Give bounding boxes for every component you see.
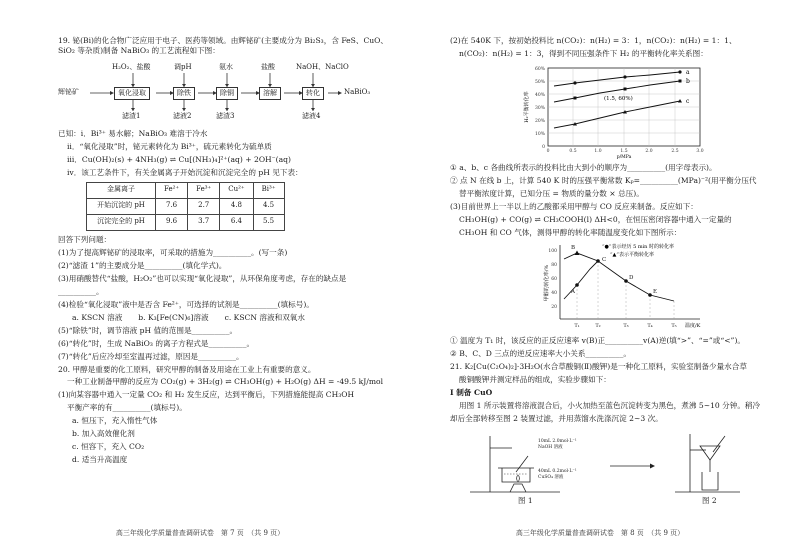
known-ii: ⅱ．“氧化浸取”时，铋元素转化为 Bi³⁺，硫元素转化为硫单质 xyxy=(67,142,272,152)
flow-step-dissolve: 溶解 xyxy=(259,87,281,100)
q20-1a: (1)向某容器中通入一定量 CO₂ 和 H₂ 发生反应，达到平衡后，下列措施能提高 CH₃OH xyxy=(58,390,355,400)
fig1-cuso4-conc: 40mL 0.2mol·L⁻¹ xyxy=(538,469,577,475)
graph1-xtick: 0.5 xyxy=(569,148,577,154)
q21b: 酸铜酸钾并测定样品的组成，实验步骤如下： xyxy=(459,374,611,384)
flow-start: 辉铋矿 xyxy=(58,88,79,97)
flow-step-remove-iron: 除铁 xyxy=(173,87,195,100)
q20-opt-b: b. 加入高效催化剂 xyxy=(72,429,135,439)
flow-reagent-4: 盐酸 xyxy=(261,63,275,72)
graph1-svg xyxy=(450,62,785,160)
table-cell: 3.7 xyxy=(188,214,220,230)
graph2-point-C xyxy=(596,259,600,263)
graph1-ytick: 0 xyxy=(542,144,545,150)
graph1-ytick: 50% xyxy=(534,79,545,85)
table-row xyxy=(87,214,285,230)
flow-step-convert: 转化 xyxy=(302,87,324,100)
left-column xyxy=(58,36,388,468)
graph1-xtick: 1.0 xyxy=(594,148,602,154)
table-cell: 4.5 xyxy=(253,198,284,214)
graph1-ytick: 60% xyxy=(534,66,545,72)
graph1-label-c: c xyxy=(686,97,690,105)
q20-2-2a: ② 点 N 在线 b 上，计算 540 K 时的压强平衡常数 Kₚ=__________(MPa)⁻²(用平衡分压代 xyxy=(450,175,757,185)
graph1-xlabel: p/MPa xyxy=(616,154,632,160)
graph2-xtick: T₄ xyxy=(647,322,653,329)
fig1-naoh-conc: 10mL 2.0mol·L⁻¹ xyxy=(538,439,577,445)
q19-1: (1)为了提高辉铋矿的浸取率，可采取的措施为__________。(写一条) xyxy=(58,247,288,257)
q19-4-options xyxy=(58,313,388,323)
table-row xyxy=(87,182,285,198)
graph2-point-A xyxy=(575,283,579,287)
graph1-label-a: a xyxy=(686,68,690,76)
q20-opt-a: a. 恒压下，充入惰性气体 xyxy=(72,416,158,426)
graph2-label-B: B xyxy=(571,244,576,251)
q19-2: (2)“滤渣 1”的主要成分是__________(填化学式)。 xyxy=(58,260,227,270)
q20-3a: (3)目前世界上一半以上的乙酸都采用甲醇与 CO 反应来制备。反应如下： xyxy=(450,201,698,211)
q20-2b: n(CO₂)：n(H₂) = 1：3，得到不同压强条件下 H₂ 的平衡转化率关系图： xyxy=(459,48,708,58)
table-cell: 开始沉淀的 pH xyxy=(87,198,156,214)
ph-table xyxy=(86,182,285,231)
table-cell: 6.4 xyxy=(220,214,253,230)
answer-intro: 回答下列问题： xyxy=(58,234,112,244)
known-i: 已知：ⅰ．Bi³⁺ 易水解；NaBiO₃ 难溶于冷水 xyxy=(58,129,208,139)
graph2-ytick: 100 xyxy=(548,248,557,254)
graph2-label-E: E xyxy=(653,288,658,295)
q20-3b: CH₃OH(g) + CO(g) ⇌ CH₃COOH(l) ΔH<0，在恒压密闭容器中通入一定量的 xyxy=(459,214,732,224)
known-iii: ⅲ．Cu(OH)₂(s) + 4NH₃(g) ⇌ Cu[(NH₃)₄]²⁺(aq) + 2OH⁻(aq) xyxy=(67,155,291,165)
q20-opt-d: d. 适当升高温度 xyxy=(72,455,128,465)
table-row xyxy=(87,198,285,214)
graph2-point-B xyxy=(575,250,580,255)
graph2-label-A: A xyxy=(571,288,575,295)
graph2-legend-eq: “▲”表示平衡转化率 xyxy=(610,251,654,258)
q19-intro: 19. 铋(Bi)的化合物广泛应用于电子、医药等领域。由辉铋矿(主要成分为 Bi₂S₃，含 FeS、CuO、SiO₂ 等杂质)制备 NaBiO₃ 的工艺流程如下图： xyxy=(58,36,388,56)
q19-7: (7)“转化”后应冷却至室温再过滤，原因是__________。 xyxy=(58,351,244,361)
flow-reagent-2: 调pH xyxy=(174,63,192,72)
q21-content-2: 却后全部转移至图 2 装置过滤，并用蒸馏水洗涤沉淀 2~3 次。 xyxy=(450,413,663,423)
flow-product: NaBiO₃ xyxy=(344,88,371,97)
flow-residue-2: 滤液2 xyxy=(173,112,192,121)
graph2-xlabel: 温度/K xyxy=(685,322,701,329)
fig1-naoh-name: NaOH 溶液 xyxy=(538,445,563,451)
q21a: 21. K₂[Cu(C₂O₄)₂]·3H₂O(水合草酸铜(Ⅱ)酸钾)是一种化工原料，实验室制备少量水合草 xyxy=(450,361,747,371)
graph2-legend-5min: “●”表示经历 5 min 时的转化率 xyxy=(602,243,674,250)
q20-2-1: ① a、b、c 各曲线所表示的投料比由大到小的顺序为__________(用字母表示)。 xyxy=(450,162,717,172)
flow-reagent-1: H₂O₂、盐酸 xyxy=(112,63,151,72)
graph2-xtick: T₂ xyxy=(595,322,601,329)
right-page xyxy=(400,0,800,547)
graph2-label-C: C xyxy=(602,256,607,263)
q20-3-2: ② B、C、D 三点的逆反应速率大小关系__________。 xyxy=(450,348,631,358)
graph1-ytick: 10% xyxy=(534,131,545,137)
graph1-label-b: b xyxy=(686,77,690,85)
q19-6: (6)“转化”时，生成 NaBiO₃ 的离子方程式是__________。 xyxy=(58,338,255,348)
table-header: Fe³⁺ xyxy=(188,182,220,198)
graph2-svg xyxy=(450,241,785,333)
flow-residue-4: 滤液4 xyxy=(302,112,321,121)
table-header: 金属离子 xyxy=(87,182,156,198)
flow-chart xyxy=(58,59,388,125)
q20-intro: 20. 甲醇是重要的化工原料，研究甲醇的制备及用途在工业上有重要的意义。 xyxy=(58,364,316,374)
flow-residue-3: 滤渣3 xyxy=(216,112,235,121)
flow-step-oxidize: 氧化浸取 xyxy=(114,87,150,100)
table-header: Bi³⁺ xyxy=(253,182,284,198)
q20-2a: (2)在 540K 下，按初始投料比 n(CO₂)：n(H₂) = 3：1，n(CO₂)：n(H₂) = 1：1、 xyxy=(450,36,737,45)
table-cell: 沉淀完全的 pH xyxy=(87,214,156,230)
q20-1b: 平衡产率的有__________(填标号)。 xyxy=(67,403,187,413)
graph2-ytick: 60 xyxy=(551,276,557,282)
option-a: a. KSCN 溶液 xyxy=(72,312,123,322)
figures-arrowhead xyxy=(650,464,655,469)
left-footer: 高三年级化学质量普查调研试卷 第 7 页 （共 9 页） xyxy=(115,529,285,538)
graph1-xtick: 3.0 xyxy=(696,148,704,154)
graph1-ylabel: H₂平衡转化率 xyxy=(524,91,530,123)
graph2-label-D: D xyxy=(629,274,634,281)
q20-2-2b: 替平衡浓度计算，已知分压 = 物质的量分数 × 总压)。 xyxy=(459,188,644,198)
graph1-xtick: 1.5 xyxy=(620,148,628,154)
right-footer: 高三年级化学质量普查调研试卷 第 8 页 （共 9 页） xyxy=(515,529,685,538)
graph2-point-D xyxy=(624,279,628,283)
graph1-xtick: 2.5 xyxy=(671,148,679,154)
option-b: b. K₃[Fe(CN)₆]溶液 xyxy=(138,312,209,322)
q20-opt-c: c. 恒容下，充入 CO₂ xyxy=(72,442,145,452)
fig1-caption: 图 1 xyxy=(518,496,533,506)
right-column xyxy=(450,36,785,506)
table-cell: 2.7 xyxy=(188,198,220,214)
graph2-equilibrium-curve xyxy=(564,253,674,301)
graph1-point-label: (1.5, 60%) xyxy=(604,95,633,102)
graph2-5min-curve xyxy=(564,261,598,299)
graph-methanol-conversion xyxy=(450,241,785,333)
q20-3c: CH₃OH 和 CO 气体，测得甲醇的转化率随温度变化如下图所示： xyxy=(459,227,682,237)
apparatus-svg xyxy=(450,428,785,502)
known-iv: ⅳ．该工艺条件下，有关金属离子开始沉淀和沉淀完全的 pH 见下表： xyxy=(67,168,303,178)
flow-reagent-3: 氨水 xyxy=(219,63,233,72)
q19-3b: __________。 xyxy=(58,286,104,296)
graph1-xtick: 0 xyxy=(546,148,550,154)
q19-5: (5)“除铁”时，调节溶液 pH 值的范围是__________。 xyxy=(58,325,238,335)
flow-reagent-5: NaOH、NaClO xyxy=(296,63,349,72)
q19-4: (4)检验“氧化浸取”液中是否含 Fe²⁺，可选择的试剂是__________(填标号)。 xyxy=(58,299,314,309)
graph1-ytick: 30% xyxy=(534,105,545,111)
graph2-ytick: 80 xyxy=(551,262,557,268)
table-header: Fe²⁺ xyxy=(156,182,188,198)
q20-stem: 一种工业制备甲醇的反应为 CO₂(g) + 3H₂(g) ⇌ CH₃OH(g) + H₂O(g) ΔH = -49.5 kJ/mol xyxy=(67,377,384,387)
table-header: Cu²⁺ xyxy=(220,182,253,198)
graph2-xtick: T₅ xyxy=(671,322,677,329)
flow-residue-1: 滤渣1 xyxy=(122,112,141,121)
option-c: c. KSCN 溶液和双氧水 xyxy=(224,312,305,322)
table-cell: 5.5 xyxy=(253,214,284,230)
table-cell: 7.6 xyxy=(156,198,188,214)
q21-step-I: Ⅰ 制备 CuO xyxy=(450,387,493,397)
q19-3a: (3)用硝酸替代“盐酸，H₂O₂”也可以实现“氧化浸取”，从环保角度考虑，存在的缺点是 xyxy=(58,273,347,283)
graph2-xtick: T₁ xyxy=(574,322,580,329)
graph1-xtick: 2.0 xyxy=(645,148,653,154)
table-cell: 9.6 xyxy=(156,214,188,230)
table-cell: 4.8 xyxy=(220,198,253,214)
graph2-ytick: 20 xyxy=(551,304,557,310)
fig1-cuso4-name: CuSO₄ 溶液 xyxy=(538,475,564,481)
graph1-ytick: 40% xyxy=(534,92,545,98)
graph1-ytick: 20% xyxy=(534,118,545,124)
graph2-ytick: 40 xyxy=(551,290,557,296)
q20-3-1: ① 温度为 T₁ 时，该反应的正反应速率 v(B)正__________v(A)逆(填“>”、“=”或“<”)。 xyxy=(450,335,746,345)
flow-step-remove-copper: 除铜 xyxy=(216,87,238,100)
graph2-xtick: T₃ xyxy=(623,322,629,329)
graph2-ylabel: 甲醇的转化率/% xyxy=(544,264,550,301)
apparatus-figures xyxy=(450,428,785,506)
fig2-caption: 图 2 xyxy=(702,496,717,506)
figure2-apparatus xyxy=(675,434,740,492)
graph2-point-E xyxy=(648,293,652,297)
q21-content-1: 用图 1 所示装置将溶液混合后，小火加热至蓝色沉淀转变为黑色，煮沸 5~10 分钟。稍冷 xyxy=(459,400,761,410)
graph-h2-conversion xyxy=(450,62,785,160)
